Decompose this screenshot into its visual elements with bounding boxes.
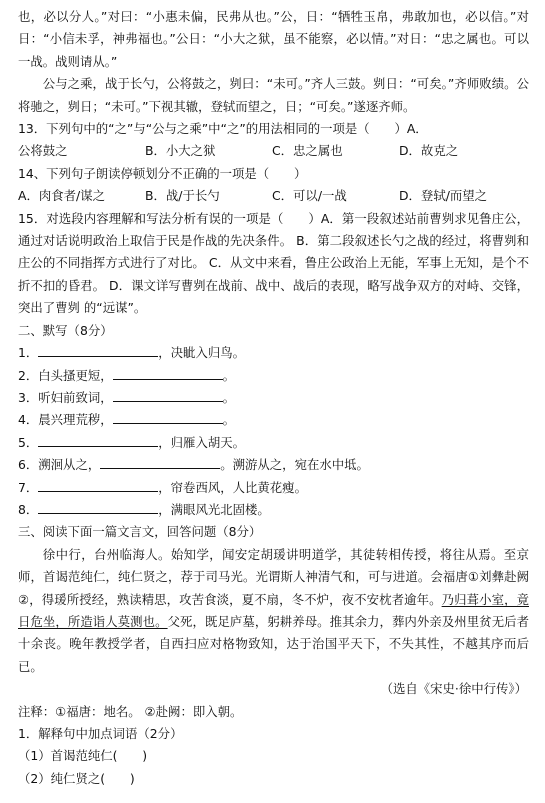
dictation-item-2: 2．白头搔更短， 。 (18, 367, 236, 383)
question-1-part-1: （1）首谒范纯仁( ) (18, 748, 148, 764)
dictation-item-1: 1． ，决眦入归鸟。 (18, 345, 246, 361)
option-a[interactable]: A．肉食者/谋之 (18, 188, 105, 204)
question-1-stem: 1．解释句中加点词语（2分） (18, 726, 183, 741)
answer-blank[interactable] (113, 411, 223, 424)
passage-source: （选自《宋史·徐中行传》） (380, 681, 527, 697)
dictation-item-4: 4．晨兴理荒秽， 。 (18, 412, 236, 428)
dictation-item-3: 3．听妇前致词， 。 (18, 389, 236, 405)
answer-blank[interactable] (100, 456, 220, 469)
answer-blank[interactable] (38, 501, 158, 514)
question-14-stem: 14、下列句子朗读停顿划分不正确的一项是（ ） (18, 165, 307, 181)
answer-blank[interactable] (113, 389, 223, 402)
underlined-sentence: 乃归葺小室，竟日危坐，所造诣人莫测也。 (18, 591, 529, 629)
section-3-title: 三、阅读下面一篇文言文，回答问题（8分） (18, 524, 262, 540)
option-d[interactable]: D．登轼/而望之 (399, 188, 488, 204)
passage-paragraph-1: 也，必以分人。”对曰：“小惠未偏，民弗从也。”公，日：“牺牲玉帛，弗敢加也，必以信。”对日：“小信未孚，神弗福也。”公日：“小大之狱，虽不能察，必以情。”对日：“忠之属也。可以一战。战则请从。” (18, 9, 529, 69)
question-13 (18, 118, 529, 163)
section-2-title: 二、默写（8分） (18, 322, 113, 338)
answer-blank[interactable] (38, 344, 158, 357)
option-b[interactable]: B．战/于长勺 (145, 188, 220, 204)
question-14 (18, 163, 529, 208)
option-c[interactable]: C．可以/一战 (272, 188, 347, 204)
option-a[interactable]: 公将鼓之 (18, 143, 68, 159)
section-dictation (18, 320, 529, 522)
annotation-note: 注释：①福唐：地名。 ②赴阙：即入朝。 (18, 703, 243, 719)
answer-blank[interactable] (38, 434, 158, 447)
dictation-item-5: 5． ，归雁入胡天。 (18, 434, 246, 450)
question-15: 15．对选段内容理解和写法分析有误的一项是（ ）A．第一段叙述站前曹刿求见鲁庄公，通过对话说明政治上取信于民是作战的先决条件。 B．第二段叙述长勺之战的经过，将曹刿和庄公的不同指挥方式进行了对比。 C．从文中来看，鲁庄公政治上无能，军事上无知，是个不折不扣的昏君。 D．课文详写曹刿在战前、战中、战后的表现，略写战争双方的对峙、交锋，突出了曹刿 的“远谋”。 (18, 210, 529, 316)
section-classical-reading (18, 521, 529, 790)
question-13-options (18, 140, 529, 162)
answer-blank[interactable] (38, 479, 158, 492)
dictation-item-6: 6．溯洄从之， 。溯游从之，宛在水中坻。 (18, 457, 369, 473)
option-c[interactable]: C．忠之属也 (272, 143, 343, 159)
question-14-options (18, 185, 529, 207)
dictation-item-7: 7． ，帘卷西风，人比黄花瘦。 (18, 479, 307, 495)
dictation-item-8: 8． ，满眼风光北固楼。 (18, 501, 270, 517)
option-d[interactable]: D．故克之 (399, 143, 459, 159)
answer-blank[interactable] (113, 367, 223, 380)
question-13-stem: 13．下列句中的“之”与“公与之乘”中“之”的用法相同的一项是（ ）A． (18, 121, 428, 137)
passage-paragraph-2: 公与之乘，战于长勺，公将鼓之，刿曰：“未可。”齐人三鼓。刿日：“可矣。”齐师败绩。公将驰之，刿日；“未可。”下视其辙，登轼而望之，日；“可矣。”遂逐齐师。 (18, 76, 529, 114)
question-1-part-2: （2）纯仁贤之( ) (18, 770, 135, 786)
classical-passage: 徐中行，台州临海人。始知学，闻安定胡瑗讲明道学，其徒转相传授，将往从焉。至京师，首谒范纯仁，纯仁贤之，荐于司马光。光谓斯人神清气和，可与进道。会福唐①刘彝赴阙②，得瑗所授经，熟读精思，攻苦食淡，夏不扇，冬不炉，夜不安枕者逾年。乃归葺小室，竟日危坐，所造诣人莫测也。父死，既足庐墓，躬耕养母。推其余力，葬内外亲及州里贫无后者十余丧。晚年教授学者，自西扫应对格物致知，达于治国平天下，不失其性，不越其序而后已。 (18, 546, 530, 674)
option-b[interactable]: B．小大之狱 (145, 143, 216, 159)
